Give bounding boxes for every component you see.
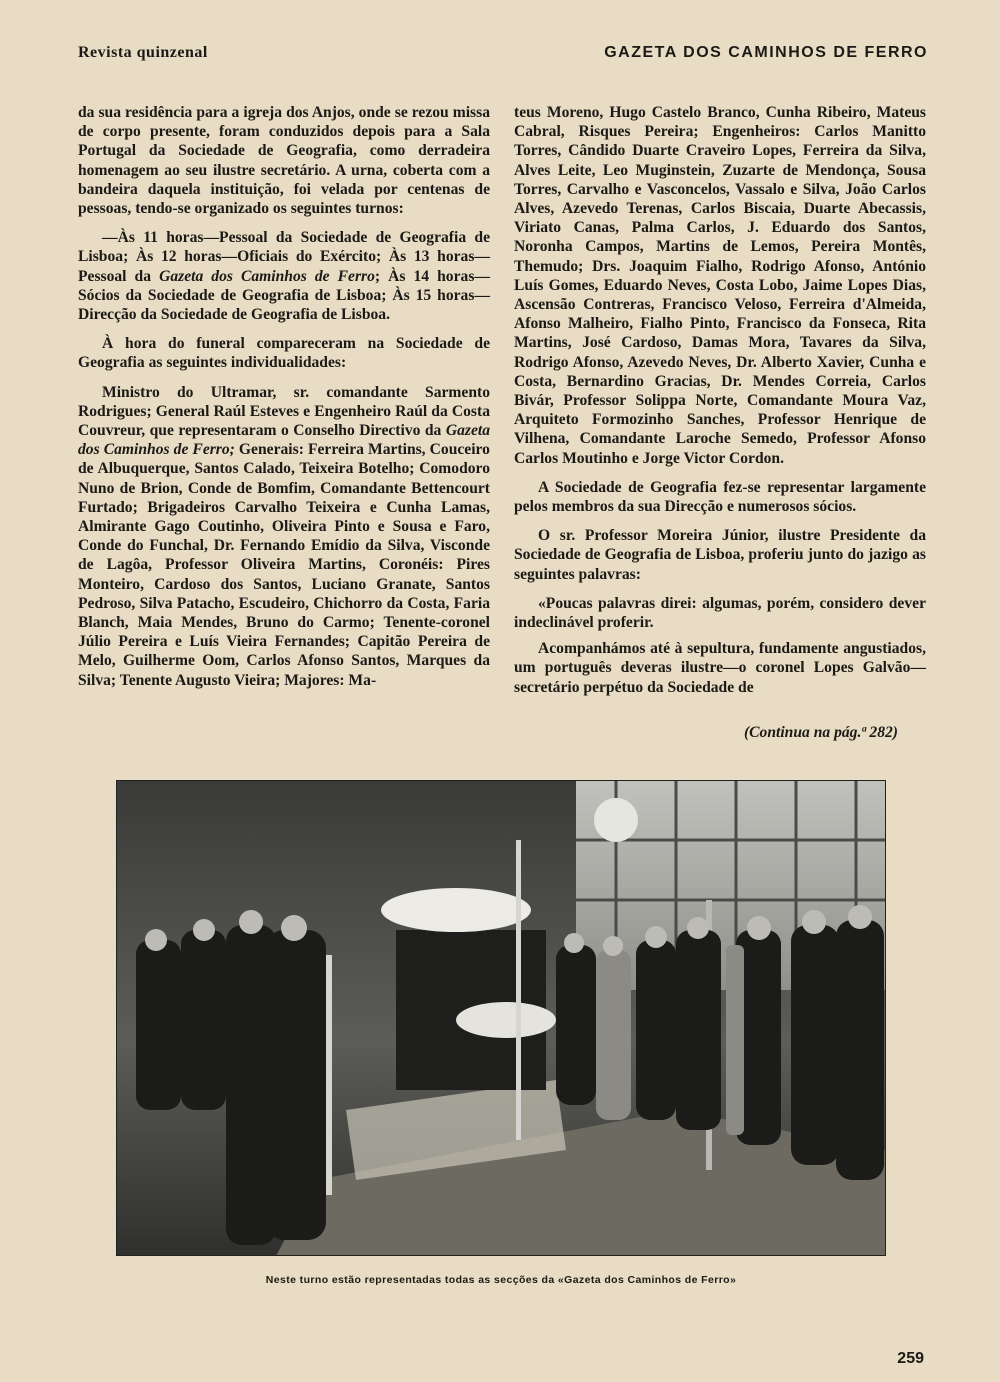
right-column (514, 103, 926, 707)
emphasis-gazeta: Gazeta dos Caminhos de Ferro (159, 267, 375, 285)
text-run: Generais: Ferreira Martins, Couceiro de Albuquerque, Santos Calado, Teixeira Botelho; Comodoro Nuno de Brion, Conde de Bomfim, Comandante Bettencourt Furtado; Brigadeiros Carvalho Teixeira e Cunha Lamas, Almirante Gago Coutinho, Oliveira Pinto e Sousa e Faro, Conde do Funchal, Dr. Fernando Emídio da Silva, Visconde de Lagôa, Professor Oliveira Martins, Coronéis: Pires Monteiro, Cardoso dos Santos, Luciano Granate, Santos Pedroso, Silva Patacho, Escudeiro, Chichorro da Costa, Faria Blanch, Maia Mendes, Bruno do Carmo; Tenente-coronel Júlio Pereira e Luís Vieira Fernandes; Capitão Pereira de Melo, Guilherme Oom, Carlos Afonso Santos, Marques da Silva; Tenente Augusto Vieira; Majores: Ma- (78, 441, 490, 689)
text-run: —Às 11 horas—Pessoal da Sociedade de Geografia de Lisboa; Às 12 horas—Oficiais do Exército; Às 13 horas—Pessoal da (78, 229, 490, 285)
continuation-note: (Continua na pág.ª 282) (743, 724, 898, 741)
header-publication-title: GAZETA DOS CAMINHOS DE FERRO (604, 44, 928, 61)
left-column (78, 103, 490, 700)
paragraph: Acompanhámos até à sepultura, fundamente angustiados, um português deveras ilustre—o coronel Lopes Galvão—secretário perpétuo da Sociedade de (514, 640, 926, 696)
paragraph-shifts (78, 228, 490, 324)
header-publication-frequency: Revista quinzenal (78, 44, 208, 61)
page-number: 259 (897, 1350, 924, 1367)
paragraph: A Sociedade de Geografia fez-se representar largamente pelos membros da sua Direcção e numerosos sócios. (514, 478, 926, 516)
photo-caption: Neste turno estão representadas todas as secções da «Gazeta dos Caminhos de Ferro» (265, 1274, 737, 1286)
photo-illustration (116, 780, 886, 1256)
paragraph-quote: «Poucas palavras direi: algumas, porém, considero dever indeclinável proferir. (514, 594, 926, 632)
text-run: ; Às 14 horas—Sócios da Sociedade de Geografia de Lisboa; Às 15 horas—Direcção da Sociedade de Geografia de Lisboa. (78, 267, 490, 324)
paragraph-attendees (78, 383, 490, 690)
paragraph: da sua residência para a igreja dos Anjos, onde se rezou missa de corpo presente, foram conduzidos depois para a Sala Portugal da Sociedade de Geografia, como derradeira homenagem ao seu ilustre secretário. A urna, coberta com a bandeira daquela instituição, foi velada por centenas de pessoas, tendo-se organizado os seguintes turnos: (78, 104, 490, 218)
paragraph-attendees-continued: teus Moreno, Hugo Castelo Branco, Cunha Ribeiro, Mateus Cabral, Risques Pereira; Engenheiros: Carlos Manitto Torres, Cândido Duarte Craveiro Lopes, Ferreira da Silva, Alves Leite, Leo Muginstein, Zuzarte de Mendonça, Sousa Torres, Carvalho e Vasconcelos, Vassalo e Silva, João Carlos Alves, Azevedo Terenas, Carlos Biscaia, Duarte Abecassis, Viriato Canas, Palma Carlos, J. Eduardo dos Santos, Noronha Campos, Martins de Lemos, Pereira Montês, Themudo; Drs. Joaquim Fialho, Rodrigo Afonso, António Luís Gomes, Eduardo Neves, Costa Lobo, Jaime Lopes Dias, Ascensão Contreras, Francisco Veloso, Ferreira d'Almeida, Afonso Malheiro, Fialho Pinto, Francisco da Fonseca, Rita Martins, José Cardoso, Damas Mora, Tavares da Silva, Rodrigo Afonso, Azevedo Neves, Dr. Alberto Xavier, Cunha e Costa, Bernardino Gracias, Dr. Mendes Correia, Carlos Bivár, Professor Solippa Norte, Comandante Moura Vaz, Arquiteto Formozinho Sanches, Professor Henrique de Vilhena, Comandante Laroche Semedo, Professor Afonso Carlos Moutinho e Jorge Victor Cordon. (514, 104, 926, 467)
running-header (78, 44, 928, 68)
funeral-photograph (116, 780, 886, 1256)
text-run: Ministro do Ultramar, sr. comandante Sarmento Rodrigues; General Raúl Esteves e Engenheiro Raúl da Costa Couvreur, que representaram o Conselho Directivo da (78, 383, 490, 440)
paragraph: À hora do funeral compareceram na Sociedade de Geografia as seguintes individualidades: (78, 335, 490, 372)
paragraph: O sr. Professor Moreira Júnior, ilustre Presidente da Sociedade de Geografia de Lisboa, proferiu junto do jazigo as seguintes palavras: (514, 527, 926, 583)
emphasis-gazeta: Gazeta dos Caminhos de Ferro; (78, 422, 490, 459)
